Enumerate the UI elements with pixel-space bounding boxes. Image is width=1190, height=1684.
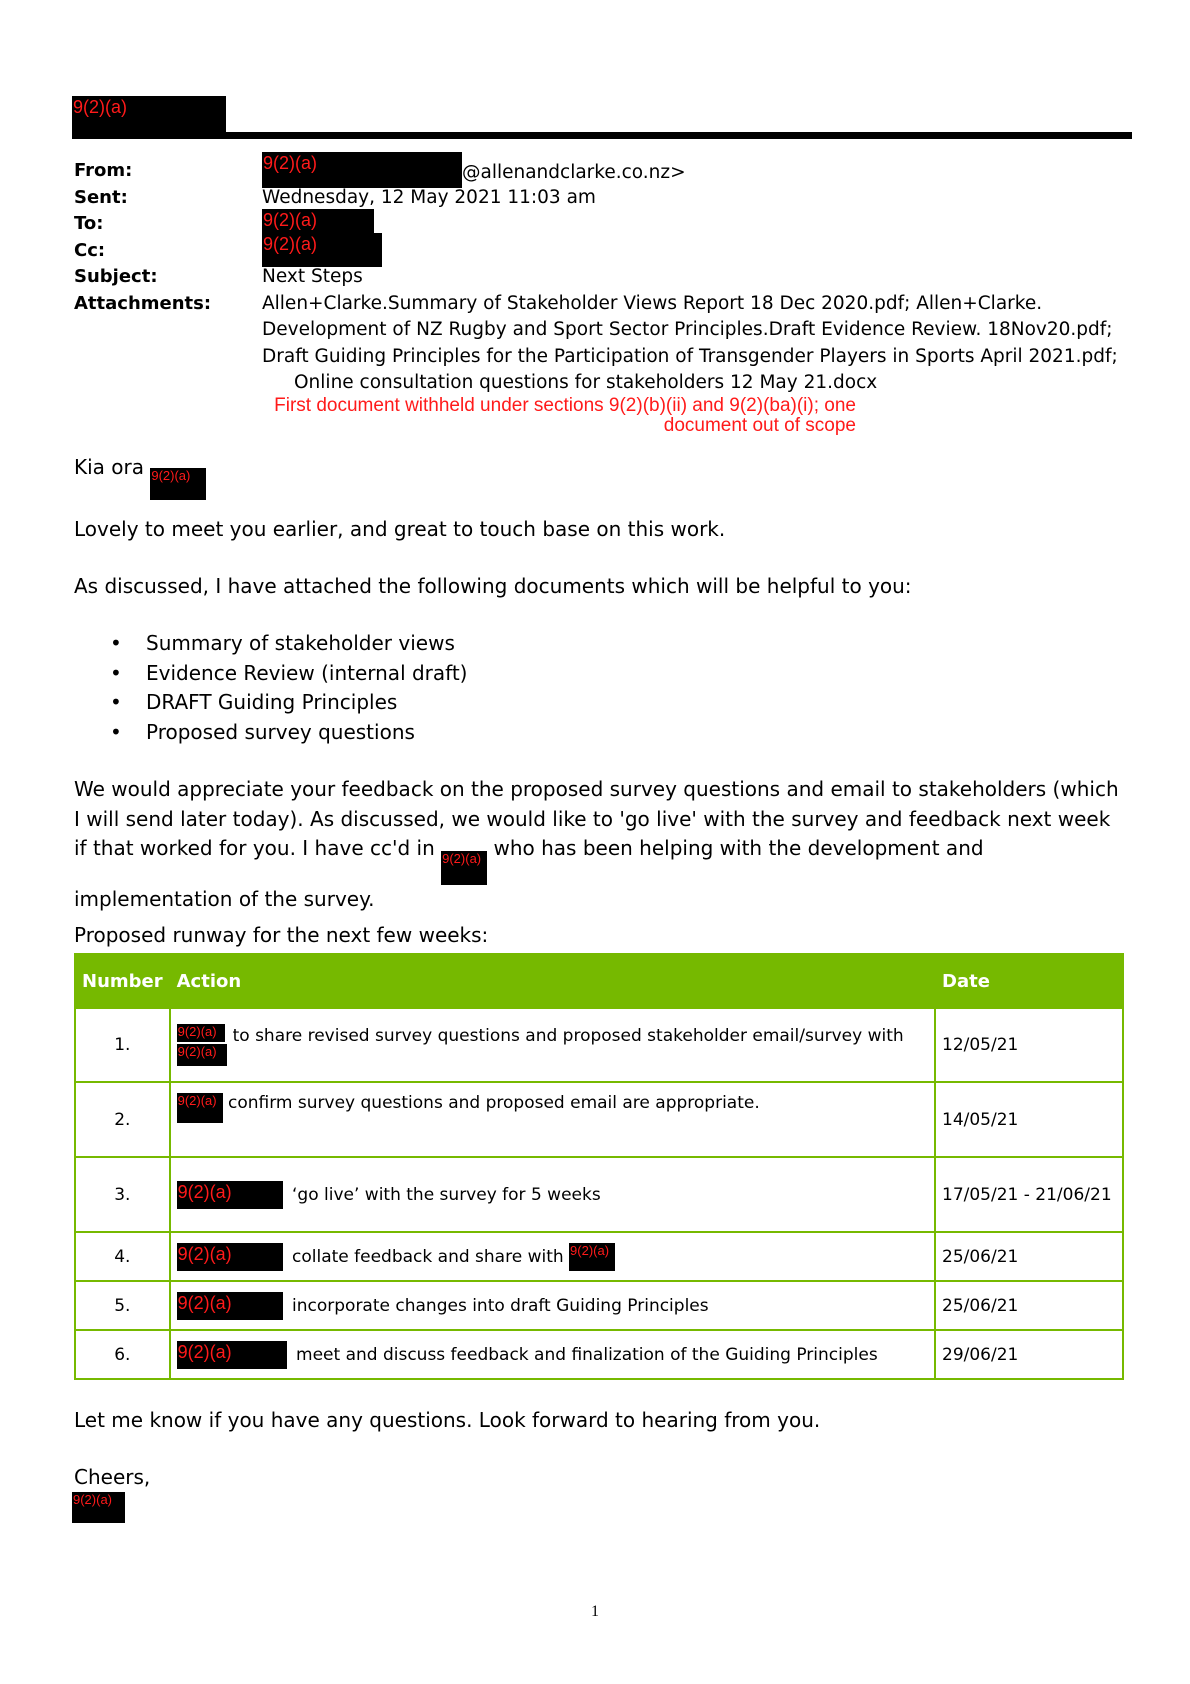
runway-table bbox=[74, 953, 1124, 1380]
action-redaction: 9(2)(a) bbox=[177, 1243, 283, 1271]
header-redaction: 9(2)(a) bbox=[72, 96, 226, 132]
list-item: • DRAFT Guiding Principles bbox=[108, 688, 467, 718]
from-redaction: 9(2)(a) bbox=[262, 152, 462, 188]
header-rule bbox=[72, 132, 1132, 139]
to-label: To: bbox=[74, 213, 104, 234]
paragraph-attached: As discussed, I have attached the following documents which will be helpful to you: bbox=[74, 574, 912, 598]
cell-action: 9(2)(a) confirm survey questions and proposed email are appropriate. bbox=[170, 1082, 935, 1157]
cell-action: 9(2)(a) meet and discuss feedback and finalization of the Guiding Principles bbox=[170, 1330, 935, 1379]
table-row bbox=[75, 1082, 1123, 1157]
paragraph-closing: Let me know if you have any questions. Look forward to hearing from you. bbox=[74, 1408, 821, 1432]
cell-number: 3. bbox=[75, 1157, 170, 1232]
table-row bbox=[75, 1281, 1123, 1330]
cell-action: 9(2)(a) collate feedback and share with 9(2)(a) bbox=[170, 1232, 935, 1281]
attachment-line: Allen+Clarke.Summary of Stakeholder Views Report 18 Dec 2020.pdf; Allen+Clarke. bbox=[262, 292, 1043, 314]
header-action: Action bbox=[170, 954, 935, 1008]
action-redaction: 9(2)(a) bbox=[177, 1044, 227, 1066]
list-item: • Evidence Review (internal draft) bbox=[108, 659, 467, 689]
cell-date: 29/06/21 bbox=[935, 1330, 1123, 1379]
cell-number: 5. bbox=[75, 1281, 170, 1330]
table-row bbox=[75, 1232, 1123, 1281]
header-number: Number bbox=[75, 954, 170, 1008]
action-redaction: 9(2)(a) bbox=[177, 1341, 287, 1369]
cell-action: 9(2)(a) incorporate changes into draft Guiding Principles bbox=[170, 1281, 935, 1330]
page-number: 1 bbox=[591, 1603, 599, 1620]
cell-date: 25/06/21 bbox=[935, 1281, 1123, 1330]
paragraph-intro: Lovely to meet you earlier, and great to touch base on this work. bbox=[74, 517, 726, 541]
signature-redaction: 9(2)(a) bbox=[72, 1492, 125, 1523]
attachment-list bbox=[108, 629, 467, 747]
cell-action: 9(2)(a) 9(2)(a) to share revised survey questions and proposed stakeholder email/survey with bbox=[170, 1008, 935, 1082]
header-date: Date bbox=[935, 954, 1123, 1008]
to-redaction: 9(2)(a) bbox=[262, 209, 374, 236]
list-item: • Summary of stakeholder views bbox=[108, 629, 467, 659]
cell-number: 6. bbox=[75, 1330, 170, 1379]
action-redaction: 9(2)(a) bbox=[177, 1181, 283, 1209]
cell-date: 25/06/21 bbox=[935, 1232, 1123, 1281]
greeting-redaction: 9(2)(a) bbox=[150, 468, 206, 500]
action-redaction: 9(2)(a) bbox=[177, 1292, 283, 1320]
subject-value: Next Steps bbox=[262, 266, 363, 287]
withheld-note: First document withheld under sections 9(2)(b)(ii) and 9(2)(ba)(i); one document out of scope bbox=[274, 395, 856, 436]
table-header-row bbox=[75, 954, 1123, 1008]
table-row bbox=[75, 1157, 1123, 1232]
cell-date: 17/05/21 - 21/06/21 bbox=[935, 1157, 1123, 1232]
action-redaction: 9(2)(a) bbox=[177, 1093, 223, 1123]
signoff: Cheers, bbox=[74, 1465, 151, 1489]
cell-number: 2. bbox=[75, 1082, 170, 1157]
cell-number: 4. bbox=[75, 1232, 170, 1281]
attachments-label: Attachments: bbox=[74, 292, 212, 314]
to-value bbox=[262, 209, 374, 236]
sent-value: Wednesday, 12 May 2021 11:03 am bbox=[262, 186, 596, 208]
cc-person-redaction: 9(2)(a) bbox=[441, 851, 487, 885]
attachment-line: Draft Guiding Principles for the Participation of Transgender Players in Sports April 2021.pdf; bbox=[262, 345, 1118, 367]
action-redaction: 9(2)(a) bbox=[177, 1024, 225, 1042]
action-redaction: 9(2)(a) bbox=[569, 1243, 615, 1271]
attachment-line: Development of NZ Rugby and Sport Sector Principles.Draft Evidence Review. 18Nov20.pdf; bbox=[262, 319, 1113, 340]
table-row bbox=[75, 1008, 1123, 1082]
runway-intro: Proposed runway for the next few weeks: bbox=[74, 923, 489, 947]
cell-date: 12/05/21 bbox=[935, 1008, 1123, 1082]
cc-label: Cc: bbox=[74, 239, 106, 261]
subject-label: Subject: bbox=[74, 266, 158, 287]
from-value: 9(2)(a) @allenandclarke.co.nz> bbox=[262, 152, 686, 188]
cc-redaction: 9(2)(a) bbox=[262, 233, 382, 267]
table-row bbox=[75, 1330, 1123, 1379]
paragraph-feedback: We would appreciate your feedback on the proposed survey questions and email to stakeholders (which I will send later today). As discussed, we would like to 'go live' with the survey and feedback next week if that worked for you. I have cc'd in 9(2)(a) who has been helping with the development and implementation of the survey. bbox=[74, 777, 1119, 911]
attachment-line: Online consultation questions for stakeholders 12 May 21.docx bbox=[294, 372, 878, 393]
cc-value bbox=[262, 233, 382, 267]
list-item: • Proposed survey questions bbox=[108, 718, 467, 748]
cell-date: 14/05/21 bbox=[935, 1082, 1123, 1157]
from-label: From: bbox=[74, 160, 133, 181]
cell-number: 1. bbox=[75, 1008, 170, 1082]
cell-action: 9(2)(a) ‘go live’ with the survey for 5 weeks bbox=[170, 1157, 935, 1232]
sent-label: Sent: bbox=[74, 186, 128, 208]
greeting: Kia ora 9(2)(a) bbox=[74, 453, 1134, 500]
